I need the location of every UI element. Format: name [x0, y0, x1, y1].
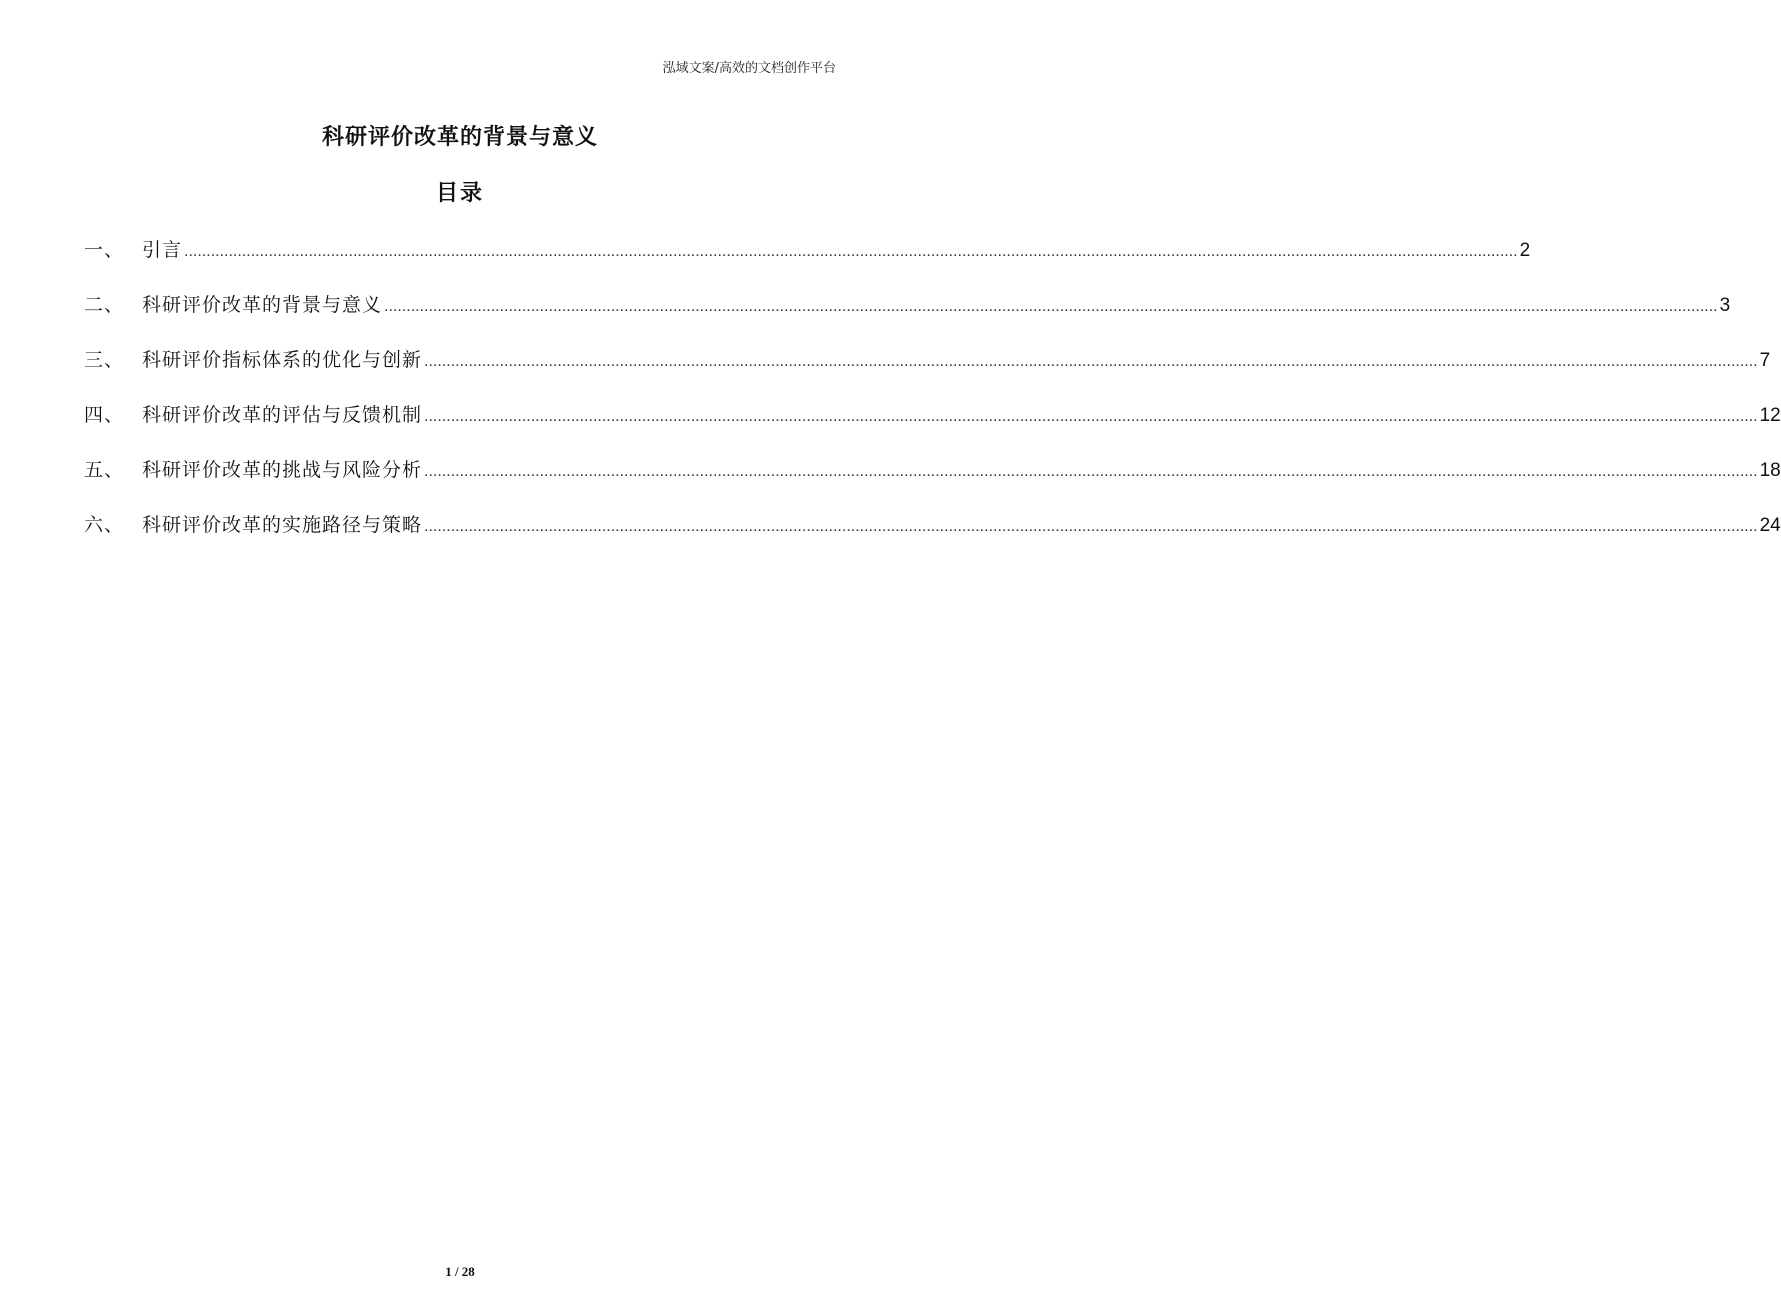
toc-entry-page: 7 — [1759, 350, 1771, 371]
page-header: 泓域文案/高效的文档创作平台 — [662, 61, 836, 76]
toc-entry-number: 四、 — [84, 404, 125, 426]
toc-leader-dots: ............................................................................................................................................................................................................................................................................................................ — [424, 353, 1758, 370]
toc-heading: 目录 — [435, 181, 484, 206]
toc-entry-title: 科研评价改革的评估与反馈机制 — [142, 404, 423, 426]
toc-entry-6[interactable] — [84, 507, 1781, 562]
toc-entry-page: 3 — [1719, 295, 1731, 316]
toc-entry-2[interactable] — [84, 287, 1731, 342]
toc-entry-page: 18 — [1759, 460, 1781, 481]
toc-entry-title: 科研评价改革的挑战与风险分析 — [142, 459, 423, 481]
toc-entry-number: 一、 — [84, 239, 125, 261]
table-of-contents — [84, 232, 1781, 562]
toc-entry-3[interactable] — [84, 342, 1771, 397]
toc-entry-title: 科研评价改革的背景与意义 — [142, 294, 383, 316]
toc-entry-page: 12 — [1759, 405, 1781, 426]
toc-leader-dots: ............................................................................................................................................................................................................................................................................................................ — [424, 518, 1758, 535]
toc-entry-number: 二、 — [84, 294, 125, 316]
toc-entry-title: 引言 — [142, 239, 183, 261]
toc-entry-number: 五、 — [84, 459, 125, 481]
toc-leader-dots: ............................................................................................................................................................................................................................................................................................................ — [384, 298, 1718, 315]
toc-leader-dots: ............................................................................................................................................................................................................................................................................................................ — [184, 243, 1518, 260]
toc-entry-title: 科研评价改革的实施路径与策略 — [142, 514, 423, 536]
toc-entry-5[interactable] — [84, 452, 1781, 507]
document-title: 科研评价改革的背景与意义 — [321, 125, 598, 150]
toc-entry-number: 六、 — [84, 514, 125, 536]
toc-entry-page: 2 — [1519, 240, 1531, 261]
toc-entry-4[interactable] — [84, 397, 1781, 452]
page-number-footer: 1 / 28 — [445, 1264, 475, 1279]
toc-entry-page: 24 — [1759, 515, 1781, 536]
toc-entry-number: 三、 — [84, 349, 125, 371]
toc-leader-dots: ............................................................................................................................................................................................................................................................................................................ — [424, 463, 1758, 480]
toc-entry-title: 科研评价指标体系的优化与创新 — [142, 349, 423, 371]
toc-entry-1[interactable] — [84, 232, 1531, 287]
toc-leader-dots: ............................................................................................................................................................................................................................................................................................................ — [424, 408, 1758, 425]
